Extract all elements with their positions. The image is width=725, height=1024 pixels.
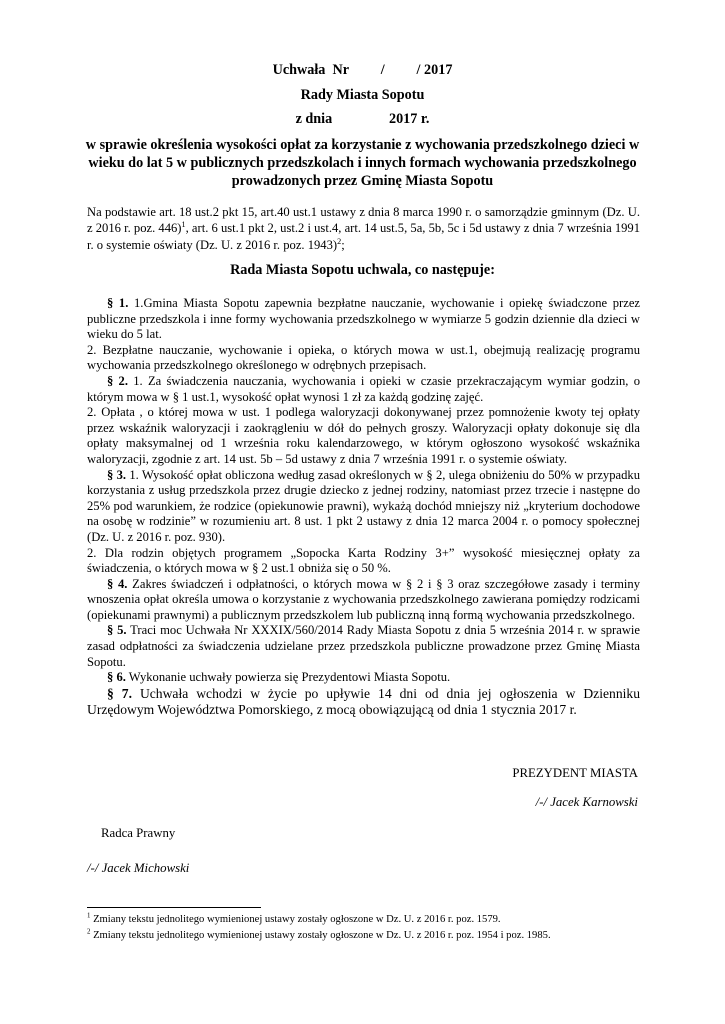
resolution-date: z dnia 2017 r.: [295, 111, 430, 127]
section-3-paragraph-2: 2. Dla rodzin objętych programem „Sopocka Karta Rodziny 3+” wysokość miesięcznej opłaty za świadczenia, o których mowa w § 2 ust.1 obniża się o 50 %.: [87, 545, 640, 576]
footnote-1: [87, 913, 501, 926]
legal-counsel-signature: /-/ Jacek Michowski: [87, 861, 190, 875]
council-name: Rady Miasta Sopotu: [300, 87, 425, 103]
section-1-paragraph-1: [87, 296, 640, 343]
section-6-mark: § 6.: [107, 670, 126, 685]
section-4-mark: § 4.: [107, 576, 128, 591]
president-title: PREZYDENT MIASTA: [512, 766, 638, 780]
section-7-paragraph: [87, 686, 640, 719]
footnote-ref-1: 1: [181, 220, 186, 230]
section-2-paragraph-1: [87, 374, 640, 405]
footnote-2-number: 2: [87, 928, 91, 936]
legal-basis-part1: Na podstawie art. 18 ust.2 pkt 15, art.40 ust.1 ustawy z dnia 8 marca 1990 r. o samorządzie gminnym (Dz. U. z 2016 r. poz. 446): [87, 205, 640, 236]
section-4-text: Zakres świadczeń i odpłatności, o których mowa w § 2 i § 3 oraz szczegółowe zasady i terminy wnoszenia opłat określa umowa o korzystanie z wychowania przedszkolnego zawierana pomiędzy rodzicami (opiekunami prawnymi) a publicznym przedszkolem lub publiczną inną formą wychowania przedszkolnego.: [87, 576, 641, 622]
section-6-text: Wykonanie uchwały powierza się Prezydentowi Miasta Sopotu.: [125, 670, 451, 685]
footnote-1-number: 1: [87, 912, 91, 920]
section-3-mark: § 3.: [107, 467, 127, 482]
section-7-text: Uchwała wchodzi w życie po upływie 14 dni od dnia jej ogłoszenia w Dzienniku Urzędowym Województwa Pomorskiego, z mocą obowiązującą od dnia 1 stycznia 2017 r.: [87, 685, 640, 718]
section-2-mark: § 2.: [107, 373, 128, 388]
section-2-text-1: 1. Za świadczenia nauczania, wychowania i opieki w czasie przekraczającym wymiar godzin, o którym mowa w § 1 ust.1, wysokość opłat wynosi 1 zł za każdą godzinę zajęć.: [87, 373, 641, 404]
section-5-text: Traci moc Uchwała Nr XXXIX/560/2014 Rady Miasta Sopotu z dnia 5 września 2014 r. w sprawie zasad odpłatności za świadczenia udzielane przez przedszkola publiczne prowadzone przez Gminę Miasta Sopotu.: [87, 623, 640, 669]
president-signature: /-/ Jacek Karnowski: [535, 795, 638, 809]
legal-basis-part2: , art. 6 ust.1 pkt 2, ust.2 i ust.4, art. 14 ust.5, 5a, 5b, 5c i 5d ustawy z dnia 7 września 1991 r. o systemie oświaty (Dz. U. z 2016 r. poz. 1943): [87, 221, 641, 252]
resolution-number: Uchwała Nr / / 2017: [272, 62, 453, 78]
legal-counsel-title: Radca Prawny: [101, 826, 176, 840]
footnote-ref-2: 2: [337, 236, 342, 246]
legal-basis: [87, 204, 640, 253]
resolution-subject: w sprawie określenia wysokości opłat za korzystanie z wychowania przedszkolnego dzieci w wieku do lat 5 w publicznych przedszkolach i innych formach wychowania przedszkolnego prowadzonych przez Gminę Miasta Sopotu: [85, 137, 640, 189]
section-5-mark: § 5.: [107, 623, 127, 638]
section-3-text-1: 1. Wysokość opłat obliczona według zasad określonych w § 2, ulega obniżeniu do 50% w przypadku korzystania z usług przedszkola przez drugie dziecko z jednej rodziny, natomiast przez trzecie i następne do 25% pod warunkiem, że rodzice (opiekunowie prawni), wykażą dochód mniejszy niż „kryterium dochodowe na osobę w rodzinie” w rozumieniu art. 8 ust. 1 pkt 2 ustawy z dnia 12 marca 2004 r. o pomocy społecznej (Dz. U. z 2016 r. poz. 930).: [87, 467, 640, 544]
section-7-mark: § 7.: [107, 685, 132, 701]
section-4-paragraph: [87, 577, 640, 624]
section-2-paragraph-2: 2. Opłata , o której mowa w ust. 1 podlega waloryzacji dokonywanej przez pomnożenie kwoty tej opłaty przez wskaźnik waloryzacji i zaokrągleniu w dół do pełnych groszy. Waloryzacji opłaty dokonuje się dla opłaty maksymalnej od 1 września roku kalendarzowego, w którym ogłoszono wysokość wskaźnika waloryzacji, zgodnie z art. 14 ust. 5b – 5d ustawy z dnia 7 września 1991 r. o systemie oświaty.: [87, 405, 640, 466]
resolves-heading: Rada Miasta Sopotu uchwala, co następuje:: [230, 262, 495, 278]
section-6-paragraph: [87, 670, 640, 686]
footnote-2-text: Zmiany tekstu jednolitego wymienionej ustawy zostały ogłoszone w Dz. U. z 2016 r. poz. 1954 i poz. 1985.: [90, 930, 551, 941]
legal-basis-part3: ;: [341, 237, 345, 252]
section-1-text-1: 1.Gmina Miasta Sopotu zapewnia bezpłatne nauczanie, wychowanie i opiekę świadczone przez publiczne przedszkola i inne formy wychowania przedszkolnego w wymiarze 5 godzin dziennie dla dzieci w wieku do 5 lat.: [87, 296, 640, 342]
section-5-paragraph: [87, 623, 640, 670]
footnote-separator: [87, 907, 261, 908]
footnote-2: [87, 929, 551, 942]
section-1-mark: § 1.: [107, 296, 129, 310]
footnote-1-text: Zmiany tekstu jednolitego wymienionej ustawy zostały ogłoszone w Dz. U. z 2016 r. poz. 1579.: [90, 914, 501, 925]
section-1-paragraph-2: 2. Bezpłatne nauczanie, wychowanie i opieka, o których mowa w ust.1, obejmują realizację programu wychowania przedszkolnego określonego w odrębnych przepisach.: [87, 342, 640, 373]
section-3-paragraph-1: [87, 468, 640, 546]
resolution-body: [87, 296, 640, 719]
